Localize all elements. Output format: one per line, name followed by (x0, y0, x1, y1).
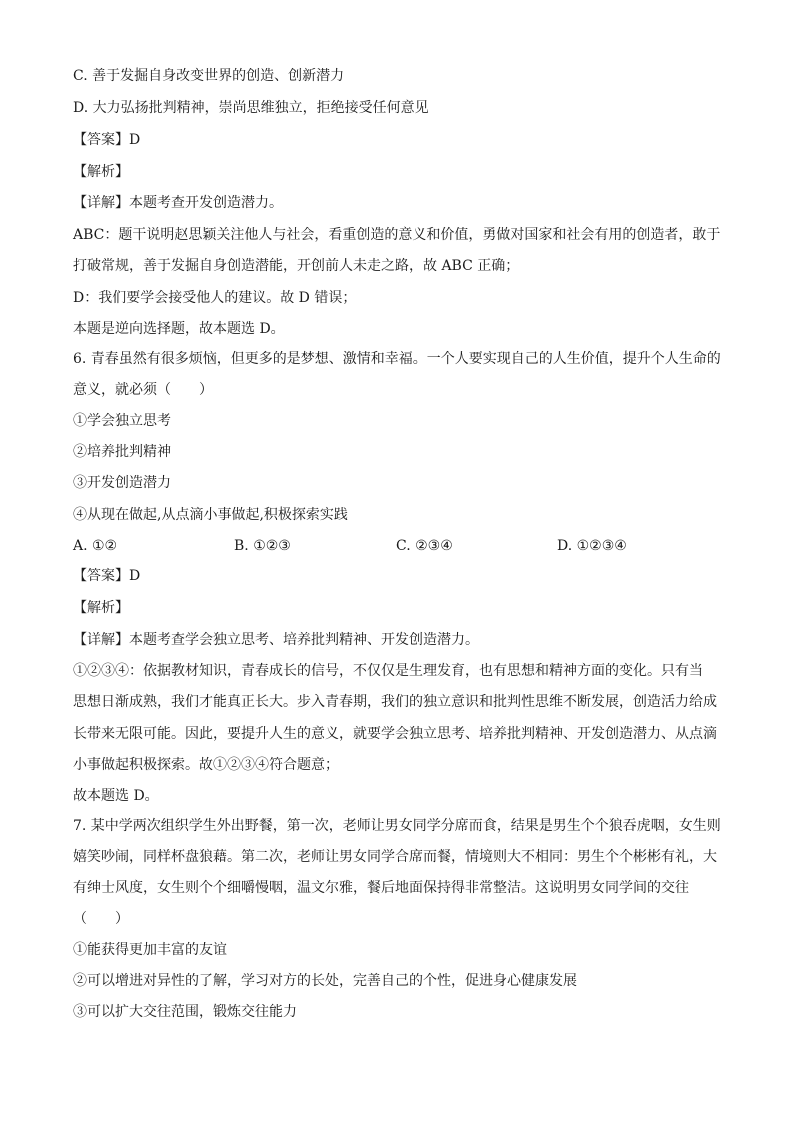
q6-stem-1: 6. 青春虽然有很多烦恼，但更多的是梦想、激情和幸福。一个人要实现自己的人生价值，提升个人生命的 (73, 351, 721, 367)
q6-item-1: ①学会独立思考 (73, 413, 171, 429)
q6-stem-2: 意义，就必须（ ） (73, 382, 213, 398)
q5-conclusion: 本题是逆向选择题，故本题选 D。 (73, 321, 285, 337)
q6-explanation-1: ①②③④：依据教材知识，青春成长的信号，不仅仅是生理发育，也有思想和精神方面的变化。只有当 (73, 663, 703, 679)
q6-conclusion: 故本题选 D。 (73, 788, 159, 804)
q7-item-1: ①能获得更加丰富的友谊 (73, 942, 227, 958)
q5-abc-explanation-1: ABC：题干说明赵思颖关注他人与社会，看重创造的意义和价值，勇做对国家和社会有用的创造者，敢于 (73, 227, 721, 243)
q6-option-d: D. ①②③④ (557, 538, 627, 554)
q7-item-2: ②可以增进对异性的了解，学习对方的长处，完善自己的个性，促进身心健康发展 (73, 973, 577, 989)
q7-stem-4: （ ） (73, 911, 129, 927)
q7-stem-2: 嬉笑吵闹，同样杯盘狼藉。第二次，老师让男女同学合席而餐，情境则大不相同：男生个个彬彬有礼，大 (73, 849, 717, 865)
q6-item-4: ④从现在做起,从点滴小事做起,积极探索实践 (73, 507, 348, 523)
q6-option-b: B. ①②③ (234, 538, 291, 554)
q6-option-c: C. ②③④ (396, 538, 453, 554)
q6-explanation-3: 长带来无限可能。因此，要提升人生的意义，就要学会独立思考、培养批判精神、开发创造潜力、从点滴 (73, 726, 717, 742)
q5-d-explanation: D：我们要学会接受他人的建议。故 D 错误； (73, 290, 357, 306)
q7-stem-1: 7. 某中学两次组织学生外出野餐，第一次，老师让男女同学分席而食，结果是男生个个狼吞虎咽，女生则 (73, 818, 721, 834)
q7-stem-3: 有绅士风度，女生则个个细嚼慢咽，温文尔雅，餐后地面保持得非常整洁。这说明男女同学间的交往 (73, 880, 689, 896)
q6-item-3: ③开发创造潜力 (73, 475, 171, 491)
q5-option-c: C. 善于发掘自身改变世界的创造、创新潜力 (73, 68, 345, 84)
q5-detail: 【详解】本题考查开发创造潜力。 (73, 195, 283, 211)
q5-option-d: D. 大力弘扬批判精神，崇尚思维独立，拒绝接受任何意见 (73, 100, 429, 116)
q6-option-a: A. ①② (73, 538, 118, 554)
q6-item-2: ②培养批判精神 (73, 444, 171, 460)
q7-item-3: ③可以扩大交往范围，锻炼交往能力 (73, 1004, 297, 1020)
q6-explanation-4: 小事做起积极探索。故①②③④符合题意； (73, 757, 339, 773)
q6-detail: 【详解】本题考查学会独立思考、培养批判精神、开发创造潜力。 (73, 632, 479, 648)
q6-answer: 【答案】D (73, 568, 141, 584)
q6-explanation-2: 思想日渐成熟，我们才能真正长大。步入青春期，我们的独立意识和批判性思维不断发展，创造活力给成 (73, 694, 717, 710)
q5-abc-explanation-2: 打破常规，善于发掘自身创造潜能，开创前人未走之路，故 ABC 正确； (73, 258, 520, 274)
q5-answer: 【答案】D (73, 132, 141, 148)
q6-analysis-label: 【解析】 (73, 600, 129, 616)
q5-analysis-label: 【解析】 (73, 164, 129, 180)
